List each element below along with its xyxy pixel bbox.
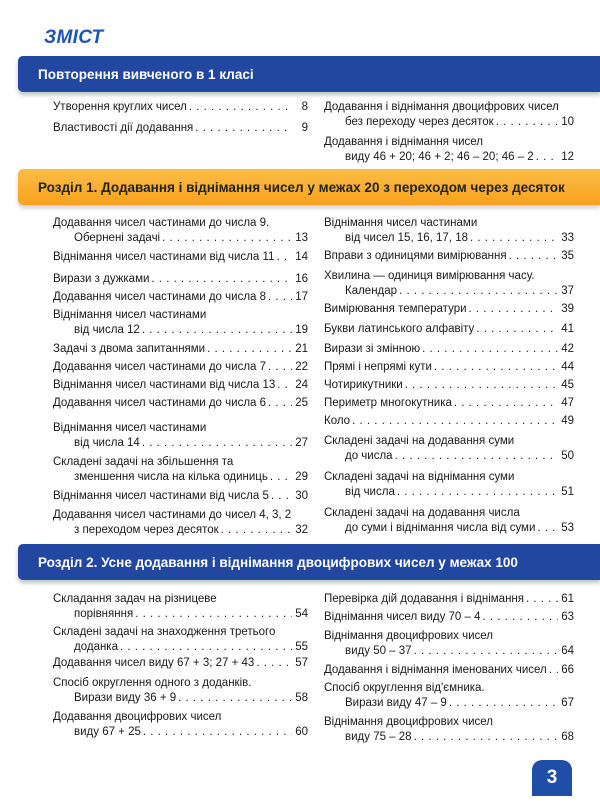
dot-leader: [526, 592, 558, 607]
toc-entry[interactable]: [324, 135, 574, 165]
toc-page-number: 51: [561, 486, 574, 498]
dot-leader: [399, 284, 558, 299]
toc-page-number: 32: [295, 524, 308, 536]
dot-leader: [434, 360, 558, 375]
toc-page-number: 50: [561, 450, 574, 462]
dot-leader: [395, 449, 558, 464]
toc-entry-title: Букви латинського алфавіту: [324, 323, 475, 335]
toc-entry[interactable]: [53, 455, 308, 485]
toc-entry[interactable]: [324, 269, 574, 299]
section-heading-text: Розділ 2. Усне додавання і віднімання двоцифрових чисел у межах 100: [38, 554, 518, 570]
toc-entry[interactable]: [53, 396, 308, 411]
dot-leader: [143, 725, 292, 740]
dot-leader: [454, 396, 558, 411]
toc-page-number: 41: [561, 323, 574, 335]
toc-entry[interactable]: [53, 216, 308, 246]
toc-page-number: 16: [295, 273, 308, 285]
toc-entry-title: Складені задачі на збільшення та: [53, 456, 234, 468]
toc-entry[interactable]: [324, 610, 574, 625]
toc-entry[interactable]: [53, 250, 308, 265]
toc-entry-title: Віднімання чисел виду 70 – 4: [324, 611, 481, 623]
toc-entry-title: Віднімання чисел частинами: [324, 217, 478, 229]
toc-entry-title: Спосіб округлення одного з доданків.: [53, 677, 252, 689]
toc-page-number: 55: [295, 641, 308, 653]
dot-leader: [195, 121, 292, 136]
toc-entry[interactable]: [324, 663, 574, 678]
toc-entry[interactable]: [324, 681, 574, 711]
toc-entry-title: Додавання і віднімання іменованих чисел: [324, 664, 547, 676]
dot-leader: [509, 249, 558, 264]
dot-leader: [268, 396, 292, 411]
toc-page-number: 17: [295, 291, 308, 303]
toc-entry-title: Додавання чисел частинами до чисел 4, 3, 2: [53, 509, 292, 521]
toc-entry-title: Вправи з одиницями вимірювання: [324, 250, 507, 262]
toc-entry[interactable]: [53, 308, 308, 338]
toc-entry-title: Коло: [324, 415, 351, 427]
toc-entry[interactable]: [53, 489, 308, 504]
toc-entry[interactable]: [324, 302, 574, 317]
toc-entry[interactable]: [324, 100, 574, 130]
toc-entry-title: Складені задачі на віднімання суми: [324, 471, 515, 483]
toc-entry[interactable]: [53, 625, 308, 655]
section-heading-text: Повторення вивченого в 1 класі: [38, 66, 254, 82]
dot-leader: [422, 342, 558, 357]
toc-page-number: 39: [561, 303, 574, 315]
toc-page-number: 53: [561, 522, 574, 534]
toc-entry-title: Віднімання чисел частинами від числа 11: [53, 251, 275, 263]
toc-entry-title: Віднімання чисел частинами від числа 5: [53, 490, 269, 502]
toc-entry[interactable]: [324, 414, 574, 429]
dot-leader: [135, 607, 292, 622]
dot-leader: [162, 231, 292, 246]
toc-page-number: 45: [561, 379, 574, 391]
toc-entry-title: Додавання чисел частинами до числа 8: [53, 291, 267, 303]
toc-entry-title: Складання задач на різницеве: [53, 593, 217, 605]
toc-page-number: 47: [561, 397, 574, 409]
dot-leader: [271, 489, 292, 504]
toc-entry-title: Віднімання чисел частинами: [53, 422, 207, 434]
dot-leader: [276, 250, 292, 265]
toc-entry-title: виду 50 – 37: [345, 645, 412, 657]
toc-entry-title: від числа 14: [74, 437, 140, 449]
toc-entry-title: від числа: [345, 486, 395, 498]
toc-page-number: 9: [301, 122, 308, 134]
toc-entry[interactable]: [324, 629, 574, 659]
section-heading-chapter-2: [18, 544, 600, 580]
dot-leader: [268, 360, 292, 375]
toc-entry-title: Віднімання чисел частинами: [53, 309, 207, 321]
toc-entry-title: виду 67 + 25: [74, 726, 141, 738]
toc-page-number: 35: [561, 250, 574, 262]
toc-entry-title: Вирази з дужками: [53, 273, 150, 285]
toc-entry-title: Вирази виду 36 + 9: [74, 692, 177, 704]
toc-page-number: 13: [295, 232, 308, 244]
toc-page-number: 14: [295, 251, 308, 263]
toc-entry-title: Складені задачі на додавання числа: [324, 507, 520, 519]
toc-page-number: 37: [561, 285, 574, 297]
dot-leader: [549, 663, 558, 678]
toc-entry[interactable]: [324, 249, 574, 264]
dot-leader: [414, 730, 558, 745]
toc-page-number: 12: [561, 151, 574, 163]
toc-page-number: 44: [561, 361, 574, 373]
toc-entry[interactable]: [53, 342, 308, 357]
page-number: 3: [532, 760, 572, 796]
toc-entry[interactable]: [53, 676, 308, 706]
dot-leader: [277, 378, 292, 393]
dot-leader: [476, 322, 558, 337]
toc-entry[interactable]: [53, 378, 308, 393]
toc-entry[interactable]: [53, 710, 308, 740]
dot-leader: [151, 272, 292, 287]
toc-entry-title: Обернені задачі: [74, 232, 161, 244]
toc-entry-title: Додавання чисел частинами до числа 7: [53, 361, 267, 373]
toc-page-number: 21: [295, 343, 308, 355]
toc-entry-title: Складені задачі на додавання суми: [324, 435, 515, 447]
toc-entry-title: виду 75 – 28: [345, 731, 412, 743]
dot-leader: [470, 231, 558, 246]
toc-entry[interactable]: [53, 272, 308, 287]
toc-page-number: 22: [295, 361, 308, 373]
toc-entry-title: Спосіб округлення від'ємника.: [324, 682, 485, 694]
dot-leader: [142, 436, 292, 451]
toc-entry[interactable]: [53, 508, 308, 538]
toc-page-number: 27: [295, 437, 308, 449]
toc-entry[interactable]: [53, 121, 308, 136]
toc-entry[interactable]: [53, 656, 308, 671]
toc-entry-title: Віднімання чисел частинами від числа 13: [53, 379, 276, 391]
dot-leader: [536, 150, 558, 165]
dot-leader: [120, 640, 292, 655]
toc-page-number: 63: [561, 611, 574, 623]
dot-leader: [268, 290, 292, 305]
toc-page-number: 49: [561, 415, 574, 427]
toc-entry-title: Додавання чисел частинами до числа 9.: [53, 217, 270, 229]
toc-entry[interactable]: [324, 715, 574, 745]
dot-leader: [270, 470, 292, 485]
toc-entry-title: Вирази виду 47 – 9: [345, 697, 447, 709]
toc-entry-title: без переходу через десяток: [345, 116, 494, 128]
toc-page-number: 61: [561, 593, 574, 605]
toc-entry[interactable]: [53, 290, 308, 305]
toc-page-number: 24: [295, 379, 308, 391]
toc-entry[interactable]: [53, 592, 308, 622]
toc-entry-title: Чотирикутники: [324, 379, 403, 391]
page-title: ЗМІСТ: [44, 27, 104, 48]
toc-page-number: 58: [295, 692, 308, 704]
dot-leader: [405, 378, 558, 393]
toc-entry[interactable]: [324, 434, 574, 464]
toc-entry-title: Хвилина — одиниця вимірювання часу.: [324, 270, 535, 282]
dot-leader: [483, 610, 558, 625]
dot-leader: [414, 644, 558, 659]
toc-entry-title: до числа: [345, 450, 393, 462]
toc-entry[interactable]: [53, 421, 308, 451]
toc-page-number: 25: [295, 397, 308, 409]
toc-entry[interactable]: [324, 360, 574, 375]
toc-page-number: 29: [295, 471, 308, 483]
dot-leader: [397, 485, 558, 500]
toc-entry[interactable]: [324, 342, 574, 357]
dot-leader: [449, 696, 558, 711]
section-heading-chapter-1: [18, 169, 600, 205]
toc-entry[interactable]: [53, 360, 308, 375]
toc-entry-title: від чисел 15, 16, 17, 18: [345, 232, 468, 244]
toc-entry[interactable]: [324, 592, 574, 607]
toc-entry-title: Задачі з двома запитаннями: [53, 343, 206, 355]
toc-entry[interactable]: [324, 216, 574, 246]
dot-leader: [142, 323, 292, 338]
toc-entry-title: доданка: [74, 641, 118, 653]
toc-entry-title: Додавання і віднімання чисел: [324, 136, 484, 148]
toc-entry-title: Додавання чисел виду 67 + 3; 27 + 43: [53, 657, 255, 669]
toc-entry[interactable]: [324, 378, 574, 393]
dot-leader: [256, 656, 292, 671]
toc-page-number: 54: [295, 608, 308, 620]
toc-entry-title: зменшення числа на кілька одиниць: [74, 471, 268, 483]
toc-page-number: 68: [561, 731, 574, 743]
toc-entry-title: Вирази зі змінною: [324, 343, 421, 355]
dot-leader: [178, 691, 292, 706]
toc-entry-title: Периметр многокутника: [324, 397, 452, 409]
toc-entry[interactable]: [53, 100, 308, 115]
toc-page-number: 57: [295, 657, 308, 669]
toc-entry[interactable]: [324, 470, 574, 500]
toc-page-number: 64: [561, 645, 574, 657]
dot-leader: [352, 414, 558, 429]
toc-entry-title: Утворення круглих чисел: [53, 101, 187, 113]
toc-page-number: 42: [561, 343, 574, 355]
toc-entry-title: Вимірювання температури: [324, 303, 467, 315]
dot-leader: [221, 523, 292, 538]
toc-entry[interactable]: [324, 396, 574, 411]
toc-entry-title: з переходом через десяток: [74, 524, 219, 536]
dot-leader: [207, 342, 292, 357]
toc-entry-title: Календар: [345, 285, 398, 297]
toc-page-number: 8: [301, 101, 308, 113]
toc-entry-title: Додавання чисел частинами до числа 6: [53, 397, 267, 409]
toc-entry-title: виду 46 + 20; 46 + 2; 46 – 20; 46 – 2: [345, 151, 534, 163]
section-heading-review: [18, 56, 600, 92]
toc-entry-title: Додавання двоцифрових чисел: [53, 711, 222, 723]
toc-entry-title: Перевірка дій додавання і віднімання: [324, 593, 524, 605]
section-heading-text: Розділ 1. Додавання і віднімання чисел у межах 20 з переходом через десяток: [38, 179, 565, 195]
toc-entry-title: від числа 12: [74, 324, 140, 336]
toc-page-number: 10: [561, 116, 574, 128]
toc-entry-title: Властивості дії додавання: [53, 122, 194, 134]
toc-page-number: 60: [295, 726, 308, 738]
dot-leader: [189, 100, 292, 115]
toc-entry-title: Віднімання двоцифрових чисел: [324, 630, 493, 642]
toc-page-number: 19: [295, 324, 308, 336]
dot-leader: [469, 302, 558, 317]
toc-page-number: 30: [295, 490, 308, 502]
toc-entry-title: Складені задачі на знаходження третього: [53, 626, 276, 638]
toc-entry[interactable]: [324, 506, 574, 536]
toc-page-number: 66: [561, 664, 574, 676]
toc-page-number: 67: [561, 697, 574, 709]
toc-entry[interactable]: [324, 322, 574, 337]
dot-leader: [496, 115, 558, 130]
toc-entry-title: порівняння: [74, 608, 134, 620]
toc-entry-title: до суми і віднімання числа від суми: [345, 522, 536, 534]
toc-page-number: 33: [561, 232, 574, 244]
toc-entry-title: Віднімання двоцифрових чисел: [324, 716, 493, 728]
toc-entry-title: Додавання і віднімання двоцифрових чисел: [324, 101, 559, 113]
toc-entry-title: Прямі і непрямі кути: [324, 361, 432, 373]
dot-leader: [537, 521, 558, 536]
